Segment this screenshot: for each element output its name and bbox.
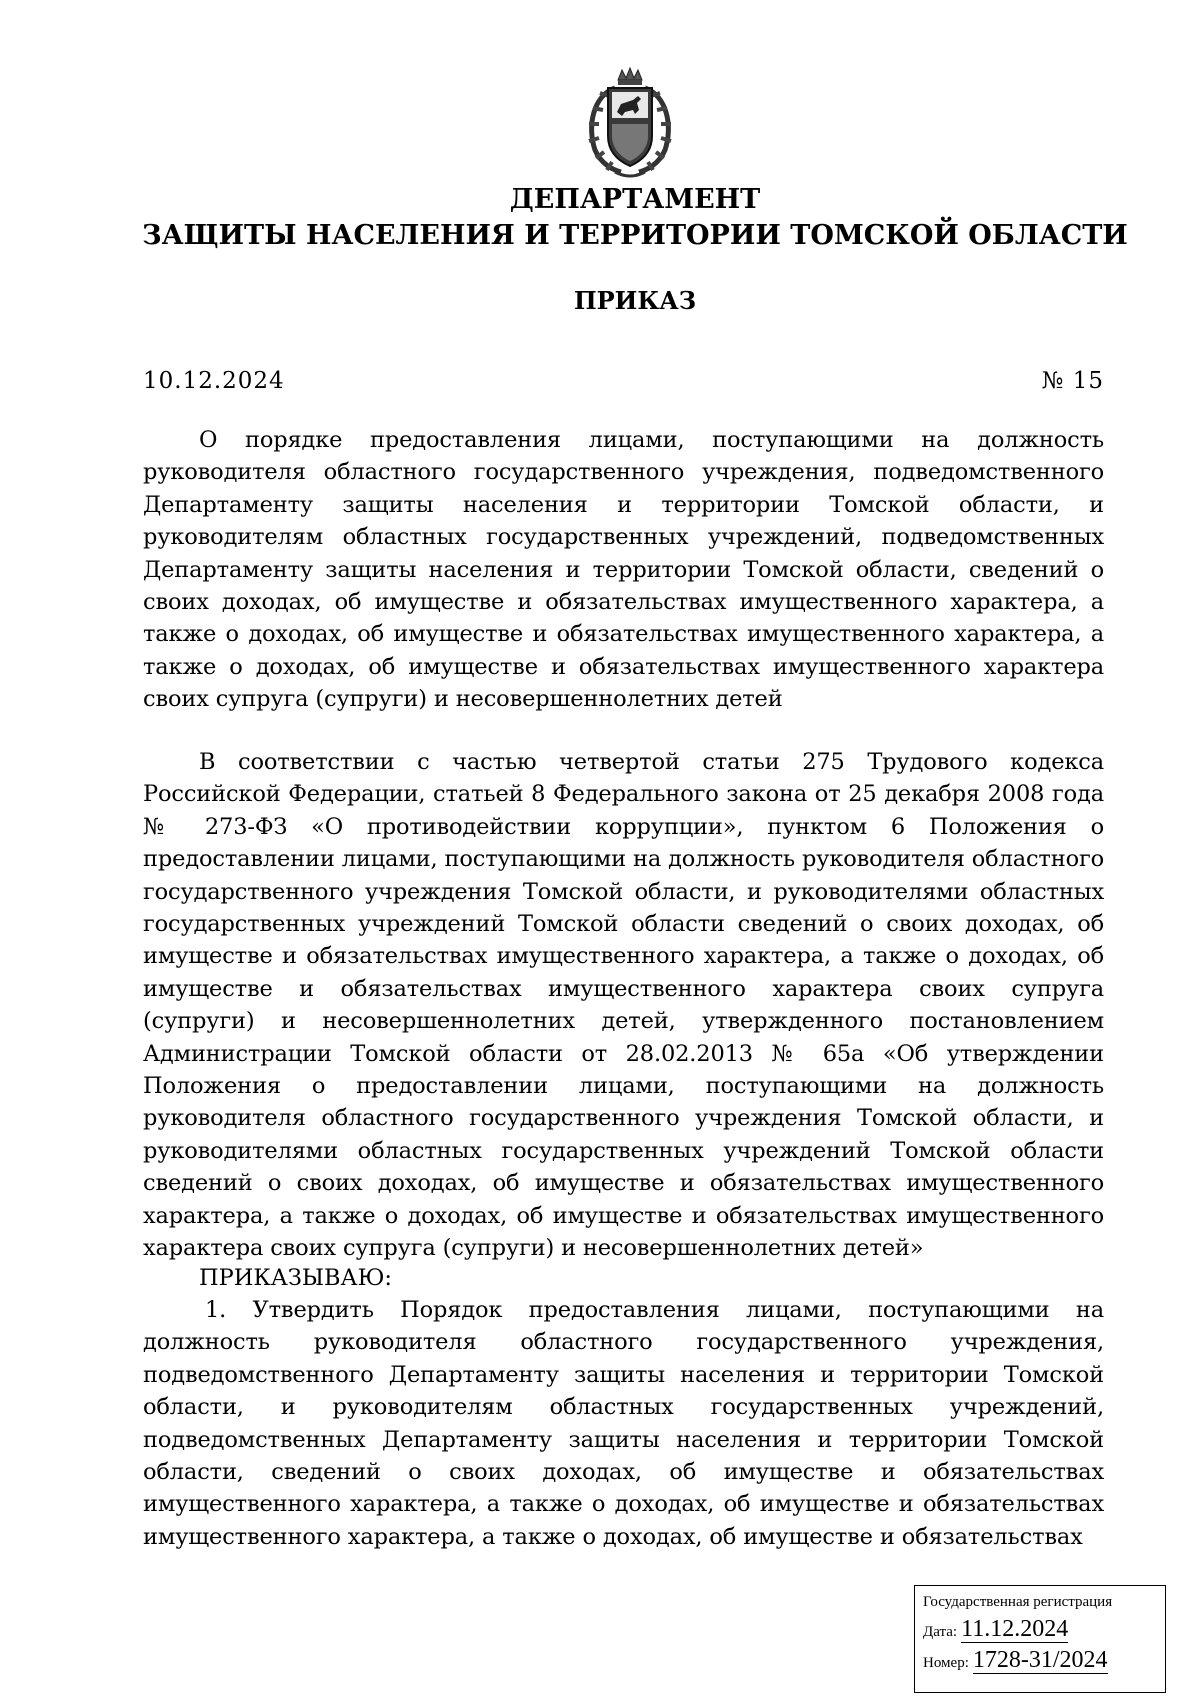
registration-stamp — [914, 1585, 1166, 1693]
coat-of-arms-icon — [575, 66, 685, 186]
decree-word: ПРИКАЗЫВАЮ: — [199, 1265, 392, 1291]
document-type: ПРИКАЗ — [573, 286, 697, 315]
subject-paragraph: О порядке предоставления лицами, поступающими на должность руководителя областного государственного учреждения, подведомственного Департаменту защиты населения и территории Томской области, и руководителям областных государственных учреждений, подведомственных Департаменту защиты населения и территории Томской области, сведений о своих доходах, об имуществе и обязательствах имущественного характера, а также о доходах, об имуществе и обязательствах имущественного характера, а также о доходах, об имуществе и обязательствах имущественного характера своих супруга (супруги) и несовершеннолетних детей — [143, 427, 1104, 713]
registration-date-value: 11.12.2024 — [961, 1616, 1069, 1642]
order-item-1 — [143, 1294, 1104, 1553]
item-1-paragraph: 1. Утвердить Порядок предоставления лицами, поступающими на должность руководителя областного государственного учреждения, подведомственного Департаменту защиты населения и территории Томской области, и руководителям областных государственных учреждений, подведомственных Департаменту защиты населения и территории Томской области, сведений о своих доходах, об имуществе и обязательствах имущественного характера, а также о доходах, об имуществе и обязательствах имущественного характера, а также о доходах, об имуществе и обязательствах — [143, 1297, 1104, 1550]
registration-number-value: 1728-31/2024 — [972, 1647, 1108, 1673]
department-line-2: ЗАЩИТЫ НАСЕЛЕНИЯ И ТЕРРИТОРИИ ТОМСКОЙ ОБЛАСТИ — [142, 220, 1128, 251]
order-preamble — [143, 746, 1104, 1265]
registration-date-label: Дата: — [923, 1624, 958, 1640]
order-date: 10.12.2024 — [143, 368, 285, 394]
registration-title: Государственная регистрация — [923, 1594, 1113, 1610]
order-number: № 15 — [1041, 368, 1104, 394]
registration-number-row — [923, 1647, 1157, 1674]
registration-number-label: Номер: — [923, 1655, 969, 1671]
preamble-paragraph: В соответствии с частью четвертой статьи 275 Трудового кодекса Российской Федерации, статьей 8 Федерального закона от 25 декабря 2008 года № 273-ФЗ «О противодействии коррупции», пунктом 6 Положения о предоставлении лицами, поступающими на должность руководителя областного государственного учреждения Томской области, и руководителями областных государственных учреждений Томской области сведений о своих доходах, об имуществе и обязательствах имущественного характера, а также о доходах, об имуществе и обязательствах имущественного характера своих супруга (супруги) и несовершеннолетних детей, утвержденного постановлением Администрации Томской области от 28.02.2013 № 65а «Об утверждении Положения о предоставлении лицами, поступающими на должность руководителя областного государственного учреждения Томской области, и руководителями областных государственных учреждений Томской области сведений о своих доходах, об имуществе и обязательствах имущественного характера, а также о доходах, об имуществе и обязательствах имущественного характера своих супруга (супруги) и несовершеннолетних детей» — [143, 749, 1104, 1262]
department-heading — [0, 182, 1200, 254]
registration-date-row — [923, 1616, 1157, 1643]
order-subject — [143, 424, 1104, 716]
department-line-1: ДЕПАРТАМЕНТ — [509, 184, 761, 215]
